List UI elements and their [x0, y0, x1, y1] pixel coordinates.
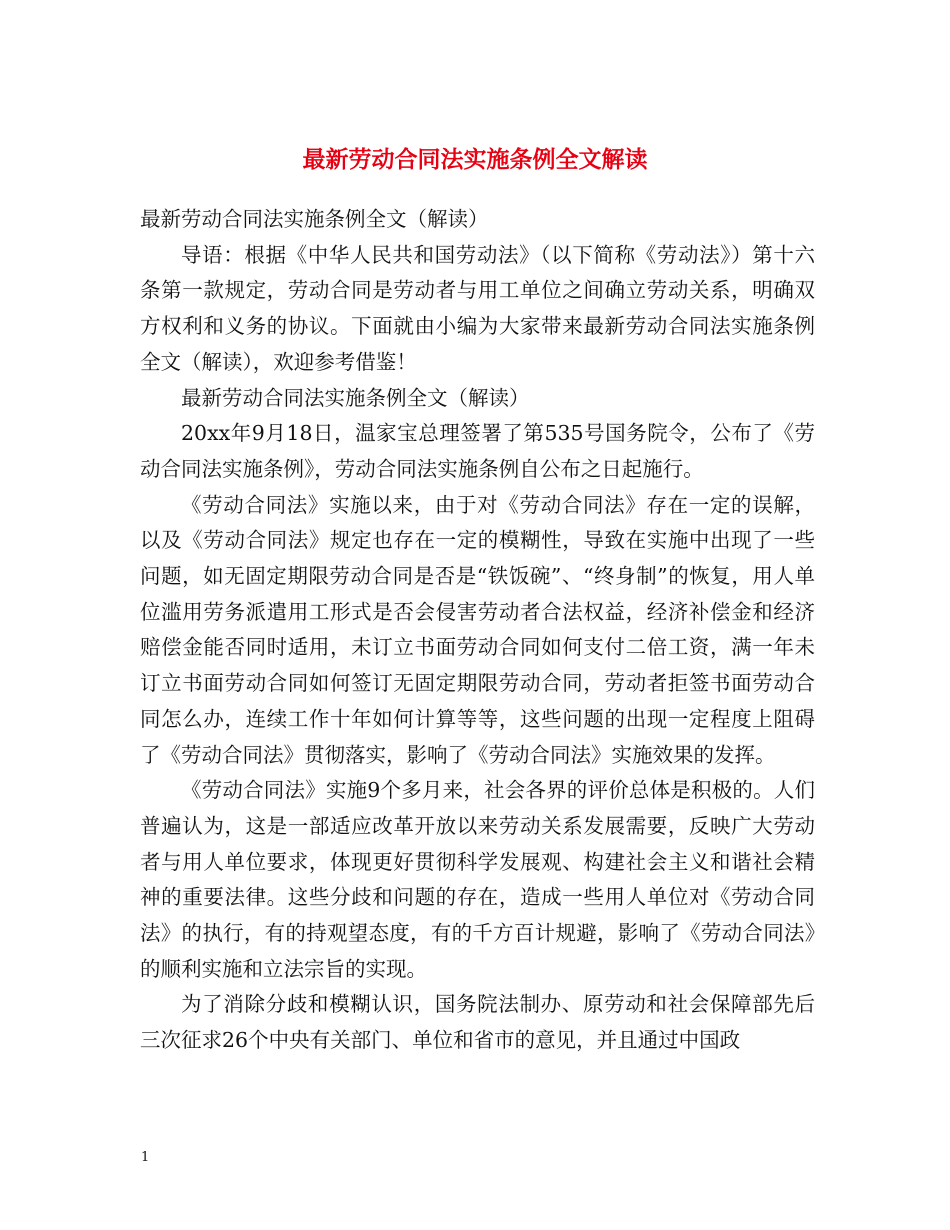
paragraph: 20xx年9月18日，温家宝总理签署了第535号国务院令，公布了《劳动合同法实施条例》，劳动合同法实施条例自公布之日起施行。	[140, 421, 815, 481]
paragraph: 《劳动合同法》实施9个多月来，社会各界的评价总体是积极的。人们普遍认为，这是一部适应改革开放以来劳动关系发展需要，反映广大劳动者与用人单位要求，体现更好贯彻科学发展观、构建社会主义和谐社会精神的重要法律。这些分歧和问题的存在，造成一些用人单位对《劳动合同法》的执行，有的持观望态度，有的千方百计规避，影响了《劳动合同法》的顺利实施和立法宗旨的实现。	[140, 778, 815, 981]
page-title: 最新劳动合同法实施条例全文解读	[302, 146, 648, 174]
paragraph-intro: 导语：根据《中华人民共和国劳动法》（以下简称《劳动法》）第十六条第一款规定，劳动合同是劳动者与用工单位之间确立劳动关系，明确双方权利和义务的协议。下面就由小编为大家带来最新劳动合同法实施条例全文（解读），欢迎参考借鉴！	[140, 242, 815, 374]
paragraph-subheading: 最新劳动合同法实施条例全文（解读）	[181, 385, 530, 410]
paragraph-heading: 最新劳动合同法实施条例全文（解读）	[140, 207, 489, 231]
paragraph: 为了消除分歧和模糊认识，国务院法制办、原劳动和社会保障部先后三次征求26个中央有关部门、单位和省市的意见，并且通过中国政	[140, 992, 815, 1053]
paragraph: 《劳动合同法》实施以来，由于对《劳动合同法》存在一定的误解，以及《劳动合同法》规定也存在一定的模糊性，导致在实施中出现了一些问题，如无固定期限劳动合同是否是“铁饭碗”、“终身制”的恢复，用人单位滥用劳务派遣用工形式是否会侵害劳动者合法权益，经济补偿金和经济赔偿金能否同时适用，未订立书面劳动合同如何支付二倍工资，满一年未订立书面劳动合同如何签订无固定期限劳动合同，劳动者拒签书面劳动合同怎么办，连续工作十年如何计算等等，这些问题的出现一定程度上阻碍了《劳动合同法》贯彻落实，影响了《劳动合同法》实施效果的发挥。	[140, 492, 815, 767]
document-body	[140, 202, 815, 1059]
page-number: 1	[141, 1150, 150, 1165]
